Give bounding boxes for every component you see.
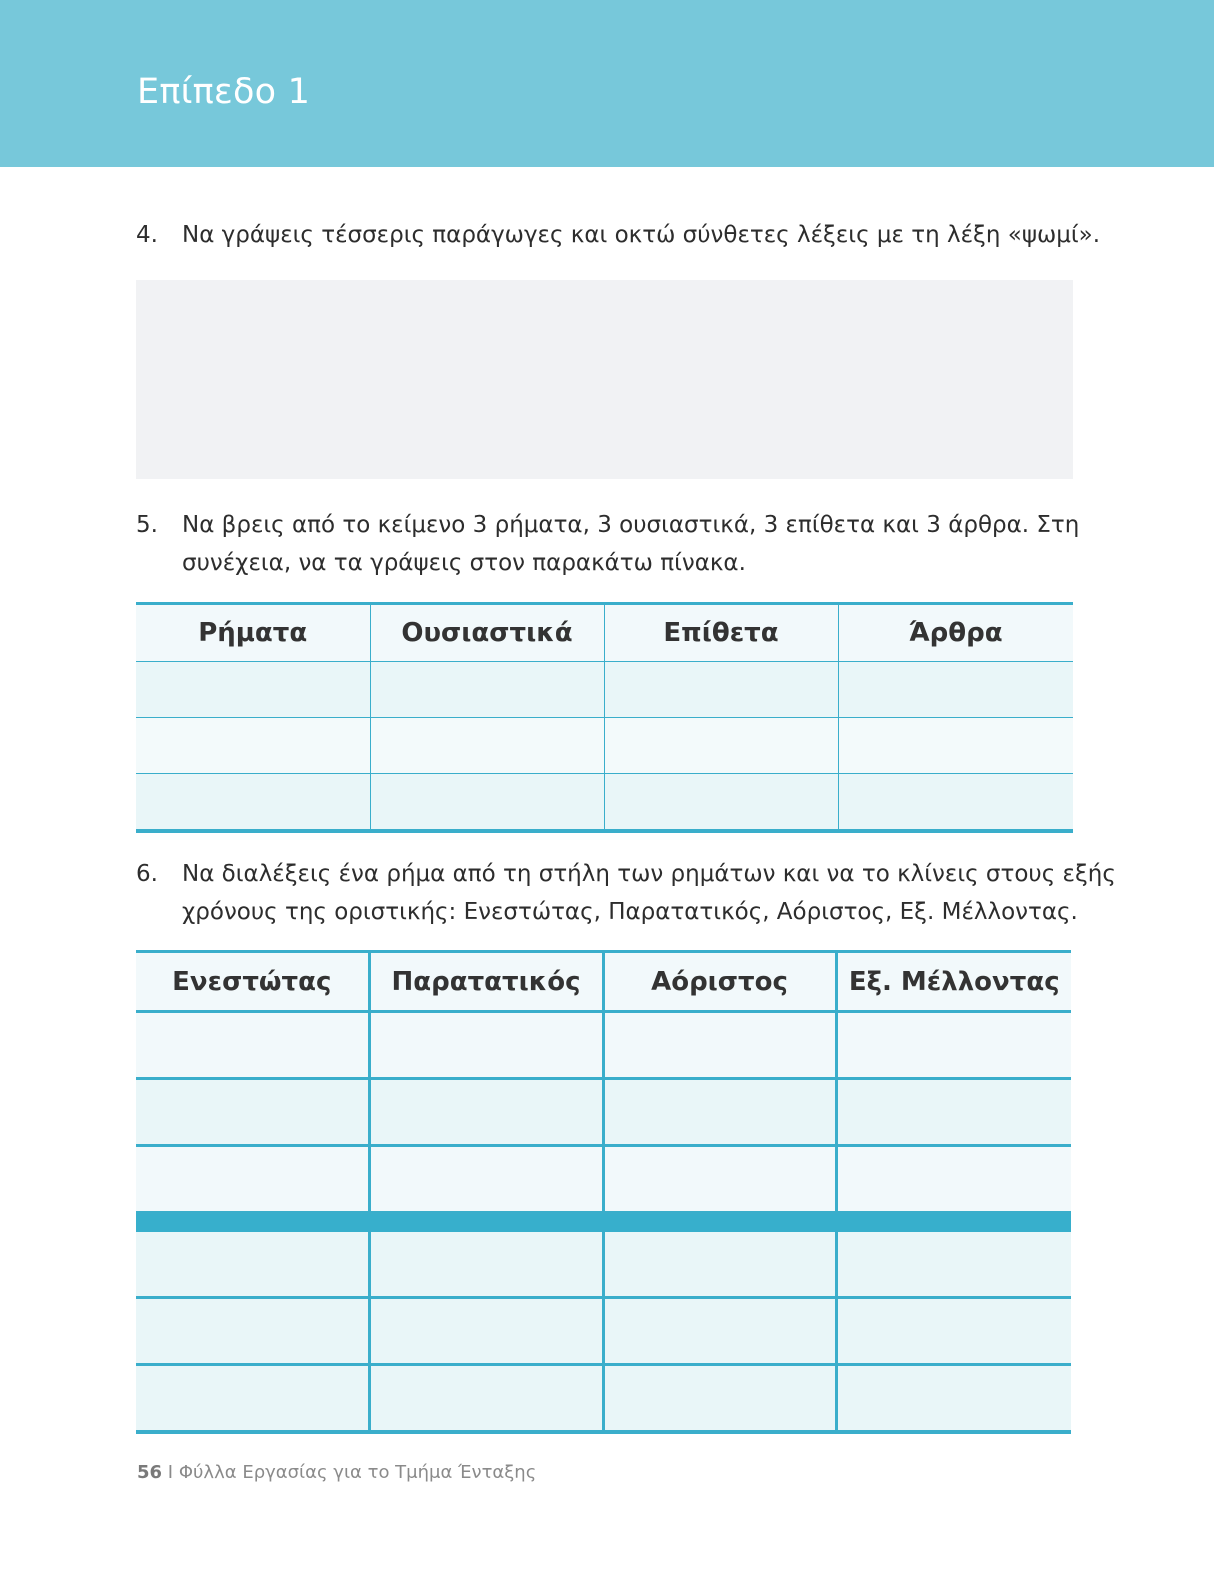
answer-cell[interactable] — [836, 1012, 1071, 1079]
table-row — [136, 1079, 1071, 1146]
answer-cell[interactable] — [136, 1146, 369, 1213]
column-header-adjectives: Επίθετα — [604, 604, 838, 662]
column-header-articles: Άρθρα — [838, 604, 1073, 662]
answer-cell[interactable] — [603, 1079, 836, 1146]
answer-cell[interactable] — [604, 662, 838, 718]
answer-cell[interactable] — [136, 662, 370, 718]
question-number: 4. — [136, 222, 158, 248]
answer-cell[interactable] — [836, 1079, 1071, 1146]
question-6 — [136, 855, 1116, 931]
question-text-line-1: Να βρεις από το κείμενο 3 ρήματα, 3 ουσιαστικά, 3 επίθετα και 3 άρθρα. Στη — [182, 512, 1080, 538]
column-header-present: Ενεστώτας — [136, 952, 369, 1012]
singular-plural-divider — [136, 1213, 1071, 1233]
answer-cell[interactable] — [136, 1298, 369, 1365]
table-row — [136, 1146, 1071, 1213]
question-text-line-2: χρόνους της οριστικής: Ενεστώτας, Παρατατικός, Αόριστος, Εξ. Μέλλοντας. — [182, 899, 1078, 925]
answer-cell[interactable] — [603, 1232, 836, 1298]
answer-cell[interactable] — [369, 1365, 603, 1433]
answer-cell[interactable] — [603, 1298, 836, 1365]
answer-cell[interactable] — [370, 662, 604, 718]
answer-cell[interactable] — [136, 1079, 369, 1146]
page-footer — [137, 1462, 536, 1483]
answer-cell[interactable] — [836, 1146, 1071, 1213]
answer-cell[interactable] — [603, 1012, 836, 1079]
question-number: 5. — [136, 512, 158, 538]
answer-cell[interactable] — [369, 1079, 603, 1146]
question-text-line-2: συνέχεια, να τα γράψεις στον παρακάτω πίνακα. — [182, 550, 746, 576]
answer-cell[interactable] — [136, 774, 370, 832]
answer-cell[interactable] — [836, 1232, 1071, 1298]
answer-cell[interactable] — [838, 718, 1073, 774]
table-row — [136, 718, 1073, 774]
footer-separator: I — [167, 1462, 174, 1483]
answer-cell[interactable] — [136, 718, 370, 774]
answer-cell[interactable] — [136, 1232, 369, 1298]
table-row — [136, 1365, 1071, 1433]
answer-cell[interactable] — [369, 1012, 603, 1079]
question-text-line-1: Να διαλέξεις ένα ρήμα από τη στήλη των ρημάτων και να το κλίνεις στους εξής — [182, 861, 1116, 887]
table-row — [136, 774, 1073, 832]
parts-of-speech-table — [136, 602, 1073, 833]
column-header-aorist: Αόριστος — [603, 952, 836, 1012]
question-text: Να γράψεις τέσσερις παράγωγες και οκτώ σύνθετες λέξεις με τη λέξη «ψωμί». — [182, 222, 1101, 248]
answer-cell[interactable] — [370, 718, 604, 774]
table-row — [136, 1012, 1071, 1079]
question-5 — [136, 506, 1079, 582]
answer-cell[interactable] — [369, 1146, 603, 1213]
table-row — [136, 1232, 1071, 1298]
answer-cell[interactable] — [603, 1365, 836, 1433]
column-header-future: Εξ. Μέλλοντας — [836, 952, 1071, 1012]
answer-cell[interactable] — [838, 662, 1073, 718]
question-number: 6. — [136, 861, 158, 887]
page-number: 56 — [137, 1462, 163, 1483]
answer-cell[interactable] — [604, 774, 838, 832]
column-header-imperfect: Παρατατικός — [369, 952, 603, 1012]
verb-tenses-table — [136, 950, 1071, 1434]
answer-cell[interactable] — [370, 774, 604, 832]
answer-cell[interactable] — [838, 774, 1073, 832]
column-header-nouns: Ουσιαστικά — [370, 604, 604, 662]
answer-cell[interactable] — [136, 1012, 369, 1079]
answer-area[interactable] — [136, 280, 1073, 479]
column-header-verbs: Ρήματα — [136, 604, 370, 662]
answer-cell[interactable] — [369, 1232, 603, 1298]
answer-cell[interactable] — [136, 1365, 369, 1433]
answer-cell[interactable] — [836, 1365, 1071, 1433]
header-banner — [0, 0, 1214, 167]
answer-cell[interactable] — [836, 1298, 1071, 1365]
table-row — [136, 662, 1073, 718]
level-title: Επίπεδο 1 — [137, 72, 311, 112]
answer-cell[interactable] — [603, 1146, 836, 1213]
answer-cell[interactable] — [604, 718, 838, 774]
question-4 — [136, 216, 1100, 254]
answer-cell[interactable] — [369, 1298, 603, 1365]
book-title: Φύλλα Εργασίας για το Τμήμα Ένταξης — [178, 1462, 537, 1483]
table-row — [136, 1298, 1071, 1365]
